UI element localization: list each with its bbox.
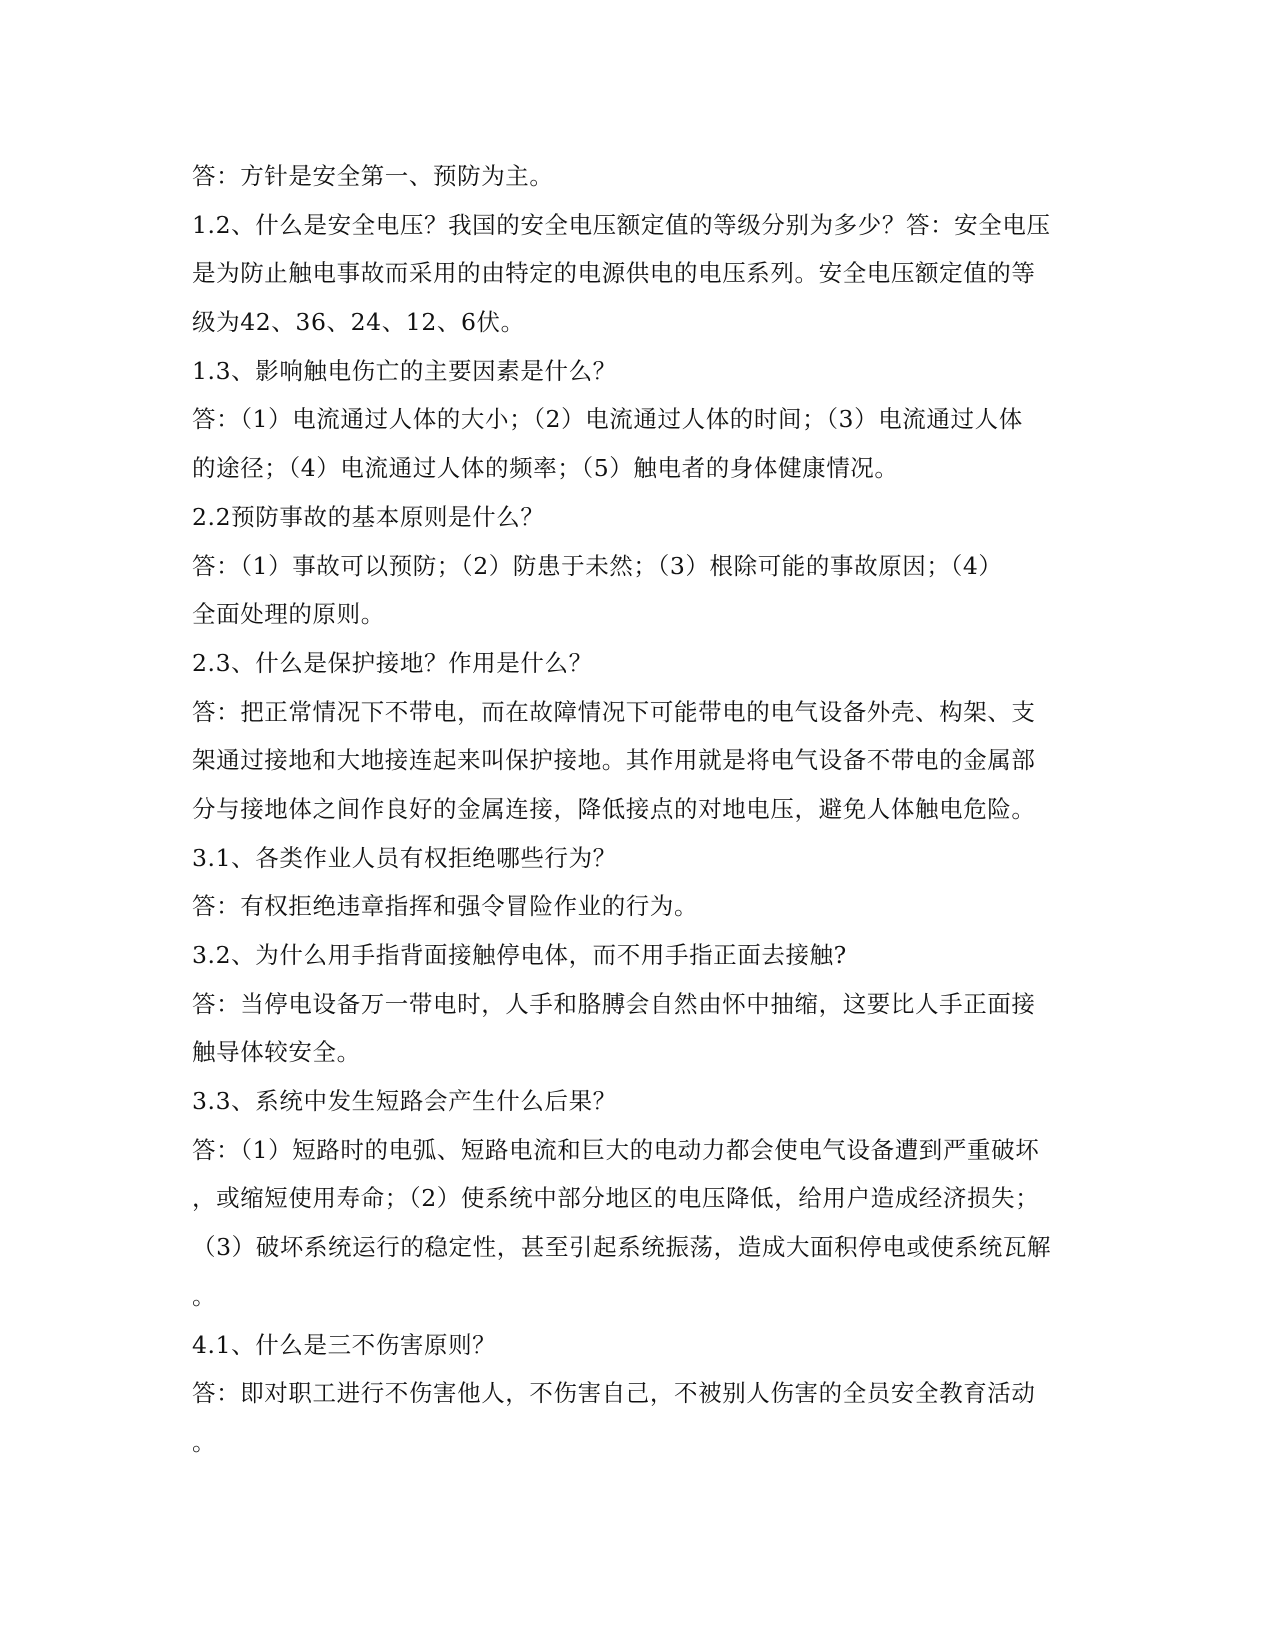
text-line: 答：（1）电流通过人体的大小；（2）电流通过人体的时间；（3）电流通过人体 — [192, 405, 1023, 434]
text-line: 答：即对职工进行不伤害他人，不伤害自己，不被别人伤害的全员安全教育活动 — [192, 1379, 1036, 1408]
text-line: 级为42、36、24、12、6伏。 — [192, 308, 525, 337]
text-line: 答：当停电设备万一带电时，人手和胳膊会自然由怀中抽缩，这要比人手正面接 — [192, 989, 1036, 1018]
text-line: 的途径；（4）电流通过人体的频率；（5）触电者的身体健康情况。 — [192, 454, 899, 483]
text-line: 触导体较安全。 — [192, 1038, 361, 1067]
text-line: 答：有权拒绝违章指挥和强令冒险作业的行为。 — [192, 892, 699, 921]
text-line: 架通过接地和大地接连起来叫保护接地。其作用就是将电气设备不带电的金属部 — [192, 746, 1036, 775]
text-line: 全面处理的原则。 — [192, 600, 385, 629]
text-line: 3.1、各类作业人员有权拒绝哪些行为？ — [192, 843, 617, 872]
text-line: 是为防止触电事故而采用的由特定的电源供电的电压系列。安全电压额定值的等 — [192, 259, 1036, 288]
text-line: 答：（1）短路时的电弧、短路电流和巨大的电动力都会使电气设备遭到严重破坏 — [192, 1135, 1040, 1164]
text-line: 。 — [192, 1427, 217, 1456]
text-line: 答：把正常情况下不带电，而在故障情况下可能带电的电气设备外壳、构架、支 — [192, 697, 1036, 726]
text-line: 2.2预防事故的基本原则是什么？ — [192, 502, 545, 531]
text-line: 1.2、什么是安全电压？我国的安全电压额定值的等级分别为多少？答：安全电压 — [192, 210, 1051, 239]
text-line: 答：（1）事故可以预防；（2）防患于未然；（3）根除可能的事故原因；（4） — [192, 551, 1003, 580]
text-line: 1.3、影响触电伤亡的主要因素是什么？ — [192, 356, 617, 385]
text-line: 答：方针是安全第一、预防为主。 — [192, 162, 554, 190]
text-line: ，或缩短使用寿命；（2）使系统中部分地区的电压降低，给用户造成经济损失； — [192, 1184, 1040, 1213]
text-line: 3.2、为什么用手指背面接触停电体，而不用手指正面去接触? — [192, 941, 847, 969]
document-body — [192, 152, 1082, 1467]
text-line: 。 — [192, 1281, 217, 1310]
text-line: （3）破坏系统运行的稳定性，甚至引起系统振荡，造成大面积停电或使系统瓦解 — [192, 1233, 1052, 1262]
text-line: 2.3、什么是保护接地？作用是什么？ — [192, 648, 593, 677]
text-line: 3.3、系统中发生短路会产生什么后果？ — [192, 1087, 617, 1116]
text-line: 分与接地体之间作良好的金属连接，降低接点的对地电压，避免人体触电危险。 — [192, 794, 1036, 823]
text-line: 4.1、什么是三不伤害原则？ — [192, 1330, 497, 1359]
